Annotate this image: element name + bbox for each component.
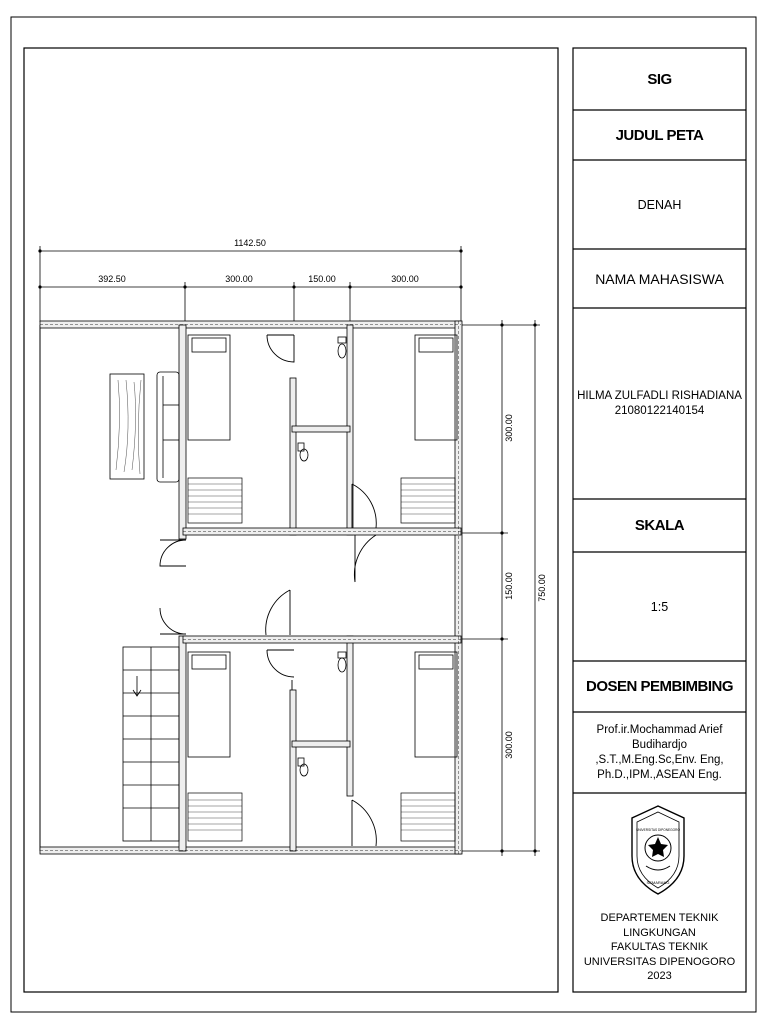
door-bath-1	[267, 335, 294, 362]
advisor-info	[573, 712, 746, 793]
room-left-wall-upper	[179, 325, 186, 539]
advisor-line-1: Prof.ir.Mochammad Arief Budihardjo	[596, 723, 723, 751]
university-logo	[628, 804, 688, 896]
dept-line-4: 2023	[647, 970, 672, 983]
wardrobe-1	[188, 478, 242, 523]
toilet-1	[338, 337, 346, 343]
bed-4	[415, 652, 457, 757]
bath-wall-d	[347, 636, 353, 796]
dim-segment-2: 300.00	[225, 274, 253, 284]
wardrobe-3	[188, 793, 242, 841]
dept-line-1: DEPARTEMEN TEKNIK LINGKUNGAN	[600, 912, 719, 939]
staircase	[123, 647, 179, 841]
table-grain	[116, 380, 141, 474]
beds	[188, 335, 457, 757]
dim-vertical-3: 300.00	[504, 731, 514, 759]
wardrobe-2	[401, 478, 455, 523]
advisor-label: DOSEN PEMBIMBING	[585, 678, 733, 695]
door-entry-upper	[160, 540, 186, 566]
door-entry-lower	[160, 608, 186, 634]
project-title: SIG	[647, 70, 672, 88]
student-info	[573, 308, 746, 499]
dim-segment-1: 392.50	[98, 274, 126, 284]
toilets	[298, 337, 346, 776]
bath-sep-upper	[292, 426, 350, 432]
toilet-3	[338, 652, 346, 658]
dim-overall-width: 1142.50	[234, 238, 266, 248]
title-value: DENAH	[637, 197, 682, 212]
door-room-lower-right	[352, 800, 376, 846]
dept-line-3: UNIVERSITAS DIPENOGORO	[583, 955, 736, 968]
logo-text-top: UNIVERSITAS DIPONEGORO	[636, 828, 680, 832]
door-room-upper-right	[352, 484, 376, 528]
bath-wall-a	[290, 378, 296, 535]
dim-segment-4: 300.00	[391, 274, 419, 284]
door-corridor-left	[266, 590, 290, 635]
toilet-4	[298, 758, 304, 766]
scale-value: 1:5	[650, 599, 669, 614]
student-id: 21080122140154	[614, 404, 705, 417]
department-info	[573, 905, 746, 990]
dim-overall-height: 750.00	[537, 574, 547, 602]
student-name: HILMA ZULFADLI RISHADIANA	[577, 389, 742, 402]
bath-wall-c	[290, 690, 296, 851]
door-corridor-right	[354, 535, 376, 582]
dim-vertical-2: 150.00	[504, 572, 514, 600]
dept-line-2: FAKULTAS TEKNIK	[610, 941, 709, 954]
doors	[160, 335, 376, 846]
bed-1	[188, 335, 230, 440]
dim-vertical-1: 300.00	[504, 414, 514, 442]
advisor-line-2: ,S.T.,M.Eng.Sc,Env. Eng,	[595, 753, 724, 766]
room-left-wall-lower	[179, 636, 186, 851]
bath-sep-lower	[292, 741, 350, 747]
dim-segment-3: 150.00	[308, 274, 336, 284]
student-label: NAMA MAHASISWA	[595, 270, 724, 287]
scale-label: SKALA	[634, 517, 685, 534]
bed-3	[188, 652, 230, 757]
advisor-line-3: Ph.D.,IPM.,ASEAN Eng.	[597, 768, 722, 781]
floor-plan	[40, 321, 462, 854]
door-bath-3	[267, 650, 294, 677]
toilet-2	[298, 443, 304, 451]
logo-text-bottom: SEMARANG	[646, 880, 670, 885]
title-label: JUDUL PETA	[615, 126, 704, 144]
sofa	[157, 372, 179, 482]
bed-2	[415, 335, 457, 440]
wardrobe-4	[401, 793, 455, 841]
